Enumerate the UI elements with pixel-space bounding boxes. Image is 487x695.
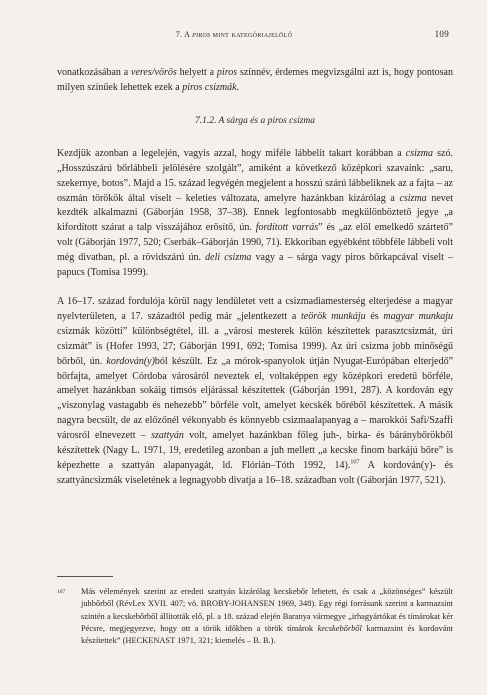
intro-text-1: vonatkozásában a <box>57 67 129 78</box>
p2-text-3: csizmák közötti” különbségtétel, ill. a „városi mesterek külön készítettek parasztcsizmát, úri csizmát” is (Hofer 1993, 27; Gáborján 1991, 692; Tomisa 1999). Az úri csizma jobb minőségű bőrből, ún. <box>57 325 453 367</box>
p1-italic-1: csizma <box>405 147 434 159</box>
intro-text-3: színnév, érdemes megvizsgálni azt is, hogy pontosan milyen színűek lehettek ezek a <box>57 67 453 93</box>
running-head-prefix: 7. A <box>175 30 190 39</box>
running-head <box>57 30 411 39</box>
p2-text-1: A 16–17. század fordulója körül nagy lendületet vett a csizmadiamesterség elterjedése a magyar nyelvterületen, a 17. századtól pedig már „jelentkezett a <box>57 295 453 322</box>
footnote-text-1: Más vélemények szerint az eredeti szattyán kizárólag kecskebőr lehetett, és csak a „közönséges” készült juhbőrből (RévLex XVII. 407; vö. BROBY-JOHANSEN 1969, 348). Egy régi forrásunk szerint a karmazsint szintén a kecskebőrből állították elő, pl. a 18. század elején Baranya vármegye „irhagyártókat és tímárokat kér Pécsre, megjegyezve, hogy ott a török időkben a török tímárok <box>81 587 453 633</box>
p2-italic-4: szattyán <box>151 430 184 442</box>
p1-text-5: vagy a – sárga vagy piros bőrkapcával viselt – papucs (Tomisa 1999). <box>57 252 454 279</box>
p1-text-4: ” és „az elöl emelkedő szártető” volt (Gáborján 1977, 520; Cserbák–Gáborján 1990, 71). Ekkoriban egyébként többféle lábbeli volt még divatban, pl. a rövidszárú ún. <box>57 222 453 264</box>
p1-text-3: nevet kezdték alkalmazni (Gáborján 1958, 37–38). Ennek legfontosabb megkülönböztető jegye „a kifordított szárat a talp visszájához erősítő, ún. <box>57 192 453 234</box>
p2-italic-1: teörök munkáju <box>300 310 366 322</box>
footnote-text-2: karmazsint és kordovánt készítettek” (HECKENAST 1971, 321; kiemelés – B. B.). <box>81 623 453 646</box>
p2-text-4: ból készült. Ez „a mórok-spanyolok útján Nyugat-Európában elterjedő” bőrfajta, amelyet Córdoba városáról neveztek el, voltaképpen egy középkori eredetű bőrféle, amelyet hazánkban sokáig timsós eljárással készítettek (Gáborján 1991, 287). A kordován egy „viszonylag vastagabb és nehezebb” bőrféle volt, amelyet kecskék bőréből készítettek. A másik nagyra becsült, de az előzőnél vékonyabb és könnyebb csizmaalapanyag a – marokkói Safi/Szaffi városról elnevezett – <box>57 355 454 442</box>
p1-text-1: Kezdjük azonban a legelején, vagyis azzal, hogy miféle lábbelit takart korábban a <box>57 147 402 159</box>
p2-italic-2: magyar munkaju <box>383 310 454 322</box>
p1-italic-3: fordított varrás <box>255 222 319 234</box>
running-head-italic: piros <box>192 30 211 39</box>
body-paragraph-1 <box>57 147 453 281</box>
footnote-divider <box>57 576 113 577</box>
intro-italic-2: piros <box>216 67 238 78</box>
intro-italic-3: piros csizmák <box>182 81 237 93</box>
intro-text-4: . <box>236 81 240 93</box>
running-head-suffix: mint kategóriajelölő <box>212 30 293 39</box>
p1-text-2: szó. „Hosszúszárú bőrlábbeli jelölésére szolgált”, amiként a következő középkori szavaink: „saru, szekernye, botos”. Majd a 15. század legvégén megjelent a hosszú szárú lábbeliknek az a fajta – az oszmán törökök által viselt – keleties változata, amelyre hazánkban kizárólag a <box>57 147 453 204</box>
page-number: 109 <box>434 29 449 39</box>
p2-italic-3: kordován(y) <box>106 355 155 367</box>
body-paragraph-2 <box>57 295 453 489</box>
footnote-body <box>81 586 453 647</box>
footnote-italic-1: kecskebőrből <box>317 623 362 633</box>
p1-italic-4: deli csizma <box>205 252 252 264</box>
section-heading: 7.1.2. A sárga és a piros csizma <box>194 115 316 126</box>
p2-text-5: volt, amelyet hazánkban főleg juh-, birka- és báránybőrökből készítettek (Nagy L. 1971, 19, eredetileg azonban a juh mellett „a kecske finom barkájú bőre” is képezhette a szattyán alapanyagát, ld. Flórián–Tóth 1992, 14). <box>57 430 454 471</box>
page-header <box>57 30 451 44</box>
intro-paragraph <box>57 66 453 96</box>
p2-text-2: és <box>370 310 379 322</box>
footnote-107 <box>57 586 453 647</box>
footnote-number: 107 <box>57 589 66 595</box>
footnote-reference[interactable]: 107 <box>350 459 360 466</box>
intro-text-2: helyett a <box>179 67 215 78</box>
main-text <box>57 66 453 489</box>
p2-text-6: A kordován(y)- és szattyáncsizmák viseletének a legnagyobb divatja a 16–18. században volt (Gáborján 1977, 521). <box>57 459 454 486</box>
intro-italic-1: veres/vörös <box>131 67 177 78</box>
p1-italic-2: csizma <box>399 192 427 204</box>
